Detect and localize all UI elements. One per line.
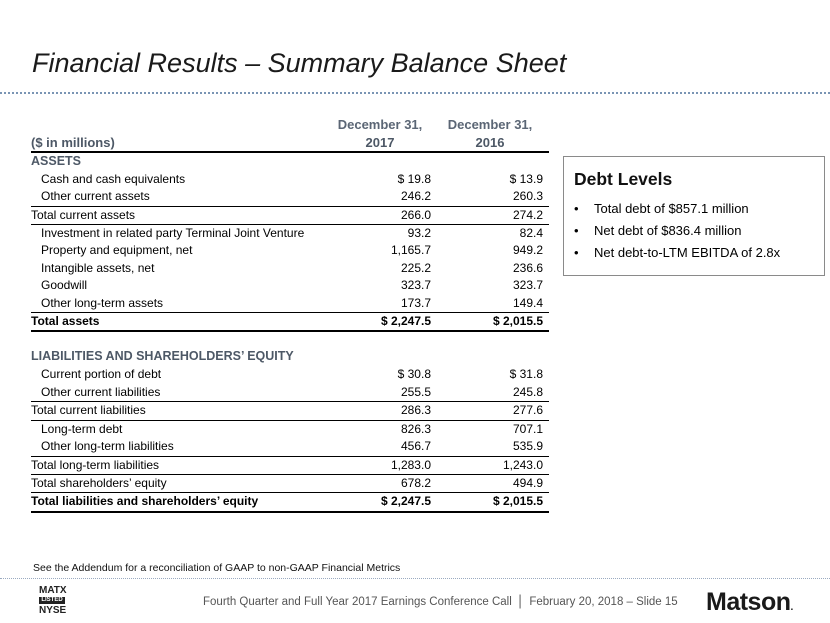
table-row: Current portion of debt $ 30.8 $ 31.8	[41, 367, 543, 382]
table-row: Long-term debt 826.3 707.1	[41, 421, 543, 436]
footer-divider	[0, 578, 830, 579]
col-2016-header-line1: December 31,	[447, 117, 533, 132]
table-row-total-assets: Total assets $ 2,247.5 $ 2,015.5	[31, 313, 549, 332]
bullet-icon: •	[574, 201, 579, 216]
col-2016-header-line2: 2016	[437, 134, 549, 152]
slide-title: Financial Results – Summary Balance Sheet	[32, 48, 567, 78]
balance-sheet-table	[31, 116, 549, 513]
list-item: • Net debt of $836.4 million	[574, 220, 814, 242]
list-item: • Net debt-to-LTM EBITDA of 2.8x	[574, 242, 814, 264]
nyse-listed-logo: MATX LISTED NYSE	[39, 585, 67, 616]
table-row: Other long-term assets 173.7 149.4	[41, 295, 543, 310]
table-row-total-current-liabilities: Total current liabilities 286.3 277.6	[31, 402, 549, 420]
col-2017-header-line1: December 31,	[337, 117, 423, 132]
bullet-icon: •	[574, 245, 579, 260]
table-row: Other current assets 246.2 260.3	[41, 189, 543, 204]
table-header-row-2	[31, 134, 549, 152]
table-row-total-current-assets: Total current assets 266.0 274.2	[31, 206, 549, 224]
table-row: Cash and cash equivalents $ 19.8 $ 13.9	[41, 171, 543, 186]
units-label: ($ in millions)	[31, 134, 329, 152]
table-row: Intangible assets, net 225.2 236.6	[41, 260, 543, 275]
col-2017-header-line2: 2017	[329, 134, 437, 152]
table-spacer	[31, 331, 549, 347]
table-row-total-equity: Total shareholders’ equity 678.2 494.9	[31, 474, 549, 492]
table-row: Goodwill 323.7 323.7	[41, 278, 543, 293]
debt-levels-title: Debt Levels	[574, 169, 673, 189]
footer-event: Fourth Quarter and Full Year 2017 Earnings Conference Call	[203, 596, 512, 608]
liabilities-heading: LIABILITIES AND SHAREHOLDERS’ EQUITY	[31, 349, 294, 364]
table-row: Other long-term liabilities 456.7 535.9	[41, 439, 543, 454]
assets-heading-row	[31, 152, 549, 170]
footer-date-slide: February 20, 2018 – Slide 15	[529, 596, 678, 608]
table-header-row-1	[31, 116, 549, 134]
table-row-total-long-term-liabilities: Total long-term liabilities 1,283.0 1,243.0	[31, 456, 549, 474]
bullet-icon: •	[574, 223, 579, 238]
title-divider	[0, 92, 830, 94]
footer-text	[203, 596, 678, 608]
footer-separator: │	[516, 596, 525, 608]
liabilities-heading-row	[31, 347, 549, 366]
list-item: • Total debt of $857.1 million	[574, 198, 814, 220]
table-row: Investment in related party Terminal Joint Venture 93.2 82.4	[41, 226, 543, 241]
table-row: Property and equipment, net 1,165.7 949.2	[41, 243, 543, 258]
debt-levels-box	[563, 156, 825, 276]
footnote: See the Addendum for a reconciliation of GAAP to non-GAAP Financial Metrics	[33, 562, 401, 574]
table-row-total-liabilities-equity: Total liabilities and shareholders’ equity $ 2,247.5 $ 2,015.5	[31, 493, 549, 512]
table-row: Other current liabilities 255.5 245.8	[41, 384, 543, 399]
matson-logo: Matson.	[706, 588, 793, 616]
assets-heading: ASSETS	[31, 154, 82, 169]
debt-levels-list	[574, 198, 814, 264]
